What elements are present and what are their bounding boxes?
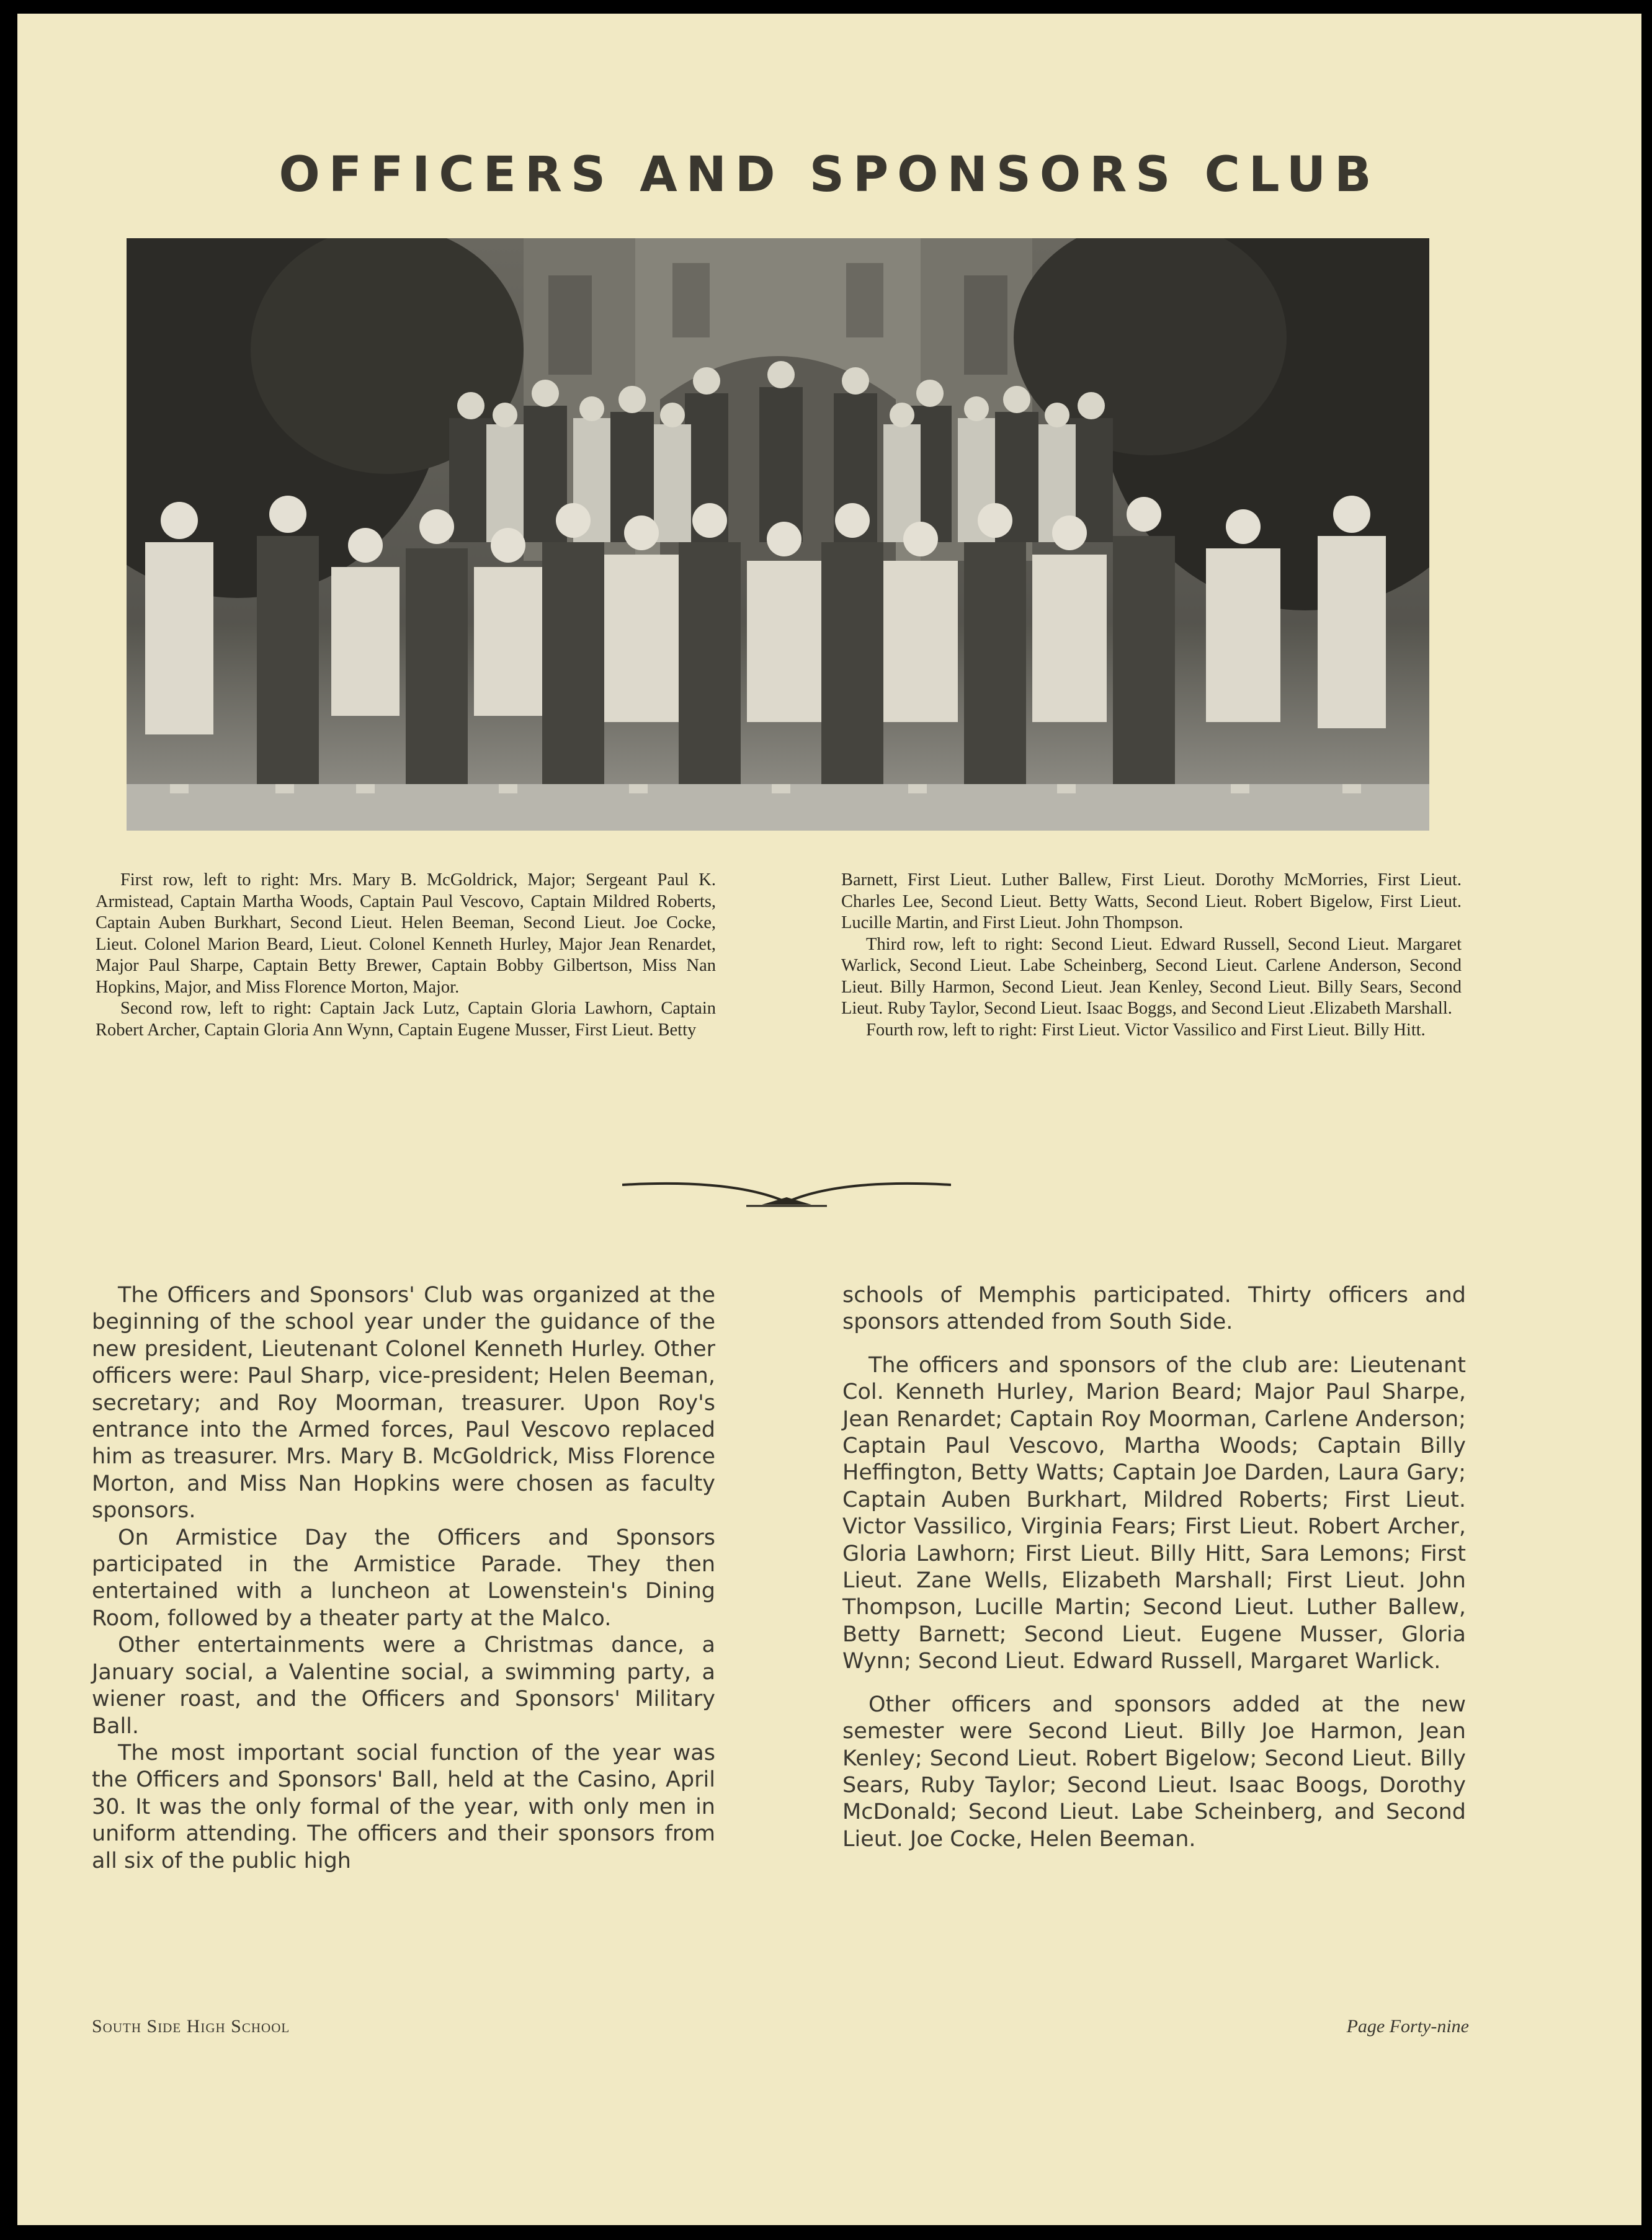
article-paragraph: The Officers and Sponsors' Club was organized at the beginning of the school year under the guidance of the new president, Lieutenant Colonel Kenneth Hurley. Other officers were: Paul Sharp, vice-president; Helen Beeman, secretary; and Roy Moorman, treasurer. Upon Roy's entrance into the Armed forces, Paul Vescovo replaced him as treasurer. Mrs. Mary B. McGoldrick, Miss Florence Morton, and Miss Nan Hopkins were chosen as faculty sponsors.	[92, 1283, 715, 1524]
caption-third-row: Third row, left to right: Second Lieut. Edward Russell, Second Lieut. Margaret Warlick, Second Lieut. Labe Scheinberg, Second Lieut. Carlene Anderson, Second Lieut. Billy Harmon, Second Lieut. Jean Kenley, Second Lieut. Billy Sears, Second Lieut. Ruby Taylor, Second Lieut. Isaac Boggs, and Second Lieut .Elizabeth Marshall.	[841, 934, 1462, 1018]
caption-second-row-cont: Barnett, First Lieut. Luther Ballew, First Lieut. Dorothy McMorries, First Lieut. Charles Lee, Second Lieut. Betty Watts, Second Lieut. Robert Bigelow, First Lieut. Lucille Martin, and First Lieut. John Thompson.	[841, 870, 1462, 932]
article-paragraph: Other officers and sponsors added at the new semester were Second Lieut. Billy Joe Harmon, Jean Kenley; Second Lieut. Robert Bigelow; Second Lieut. Billy Sears, Ruby Taylor; Second Lieut. Isaac Boogs, Dorothy McDonald; Second Lieut. Labe Scheinberg, and Second Lieut. Joe Cocke, Helen Beeman.	[842, 1692, 1466, 1852]
photo-caption-right	[841, 870, 1462, 1041]
article-paragraph: Other entertainments were a Christmas dance, a January social, a Valentine social, a swimming party, a wiener roast, and the Officers and Sponsors' Military Ball.	[92, 1633, 715, 1739]
footer-school-name: South Side High School	[92, 2016, 290, 2037]
caption-fourth-row: Fourth row, left to right: First Lieut. Victor Vassilico and First Lieut. Billy Hitt.	[866, 1020, 1426, 1040]
article-paragraph: On Armistice Day the Officers and Sponsors participated in the Armistice Parade. They then entertained with a luncheon at Lowenstein's Dining Room, followed by a theater party at the Malco.	[92, 1525, 715, 1631]
caption-second-row: Second row, left to right: Captain Jack Lutz, Captain Gloria Lawhorn, Captain Robert Archer, Captain Gloria Ann Wynn, Captain Eugene Musser, First Lieut. Betty	[96, 999, 716, 1040]
article-right-column	[842, 1282, 1466, 1853]
page-title: OFFICERS AND SPONSORS CLUB	[279, 147, 1380, 203]
photo-caption-left	[96, 870, 716, 1041]
article-left-column	[92, 1282, 715, 1875]
article-paragraph: schools of Memphis participated. Thirty officers and sponsors attended from South Side.	[842, 1283, 1466, 1335]
article-paragraph: The officers and sponsors of the club are: Lieutenant Col. Kenneth Hurley, Marion Beard; Major Paul Sharpe, Jean Renardet; Captain Roy Moorman, Carlene Anderson; Captain Paul Vescovo, Martha Woods; Captain Billy Heffington, Betty Watts; Captain Joe Darden, Laura Gary; Captain Auben Burkhart, Mildred Roberts; First Lieut. Victor Vassilico, Virginia Fears; First Lieut. Robert Archer, Gloria Lawhorn; First Lieut. Billy Hitt, Sara Lemons; First Lieut. Zane Wells, Elizabeth Marshall; First Lieut. John Thompson, Lucille Martin; Second Lieut. Luther Ballew, Betty Barnett; Second Lieut. Eugene Musser, Gloria Wynn; Second Lieut. Edward Russell, Margaret Warlick.	[842, 1352, 1466, 1674]
yearbook-page	[17, 14, 1641, 2225]
caption-first-row: First row, left to right: Mrs. Mary B. McGoldrick, Major; Sergeant Paul K. Armistead, Captain Martha Woods, Captain Paul Vescovo, Captain Mildred Roberts, Captain Auben Burkhart, Second Lieut. Helen Beeman, Second Lieut. Joe Cocke, Lieut. Colonel Marion Beard, Lieut. Colonel Kenneth Hurley, Major Jean Renardet, Major Paul Sharpe, Captain Betty Brewer, Captain Bobby Gilbertson, Miss Nan Hopkins, Major, and Miss Florence Morton, Major.	[96, 870, 716, 997]
footer-page-number: Page Forty-nine	[1346, 2016, 1469, 2037]
group-photo	[127, 238, 1429, 831]
article-paragraph: The most important social function of the year was the Officers and Sponsors' Ball, held at the Casino, April 30. It was the only formal of the year, with only men in uniform attending. The officers and their sponsors from all six of the public high	[92, 1740, 715, 1873]
ornamental-divider	[622, 1172, 951, 1210]
